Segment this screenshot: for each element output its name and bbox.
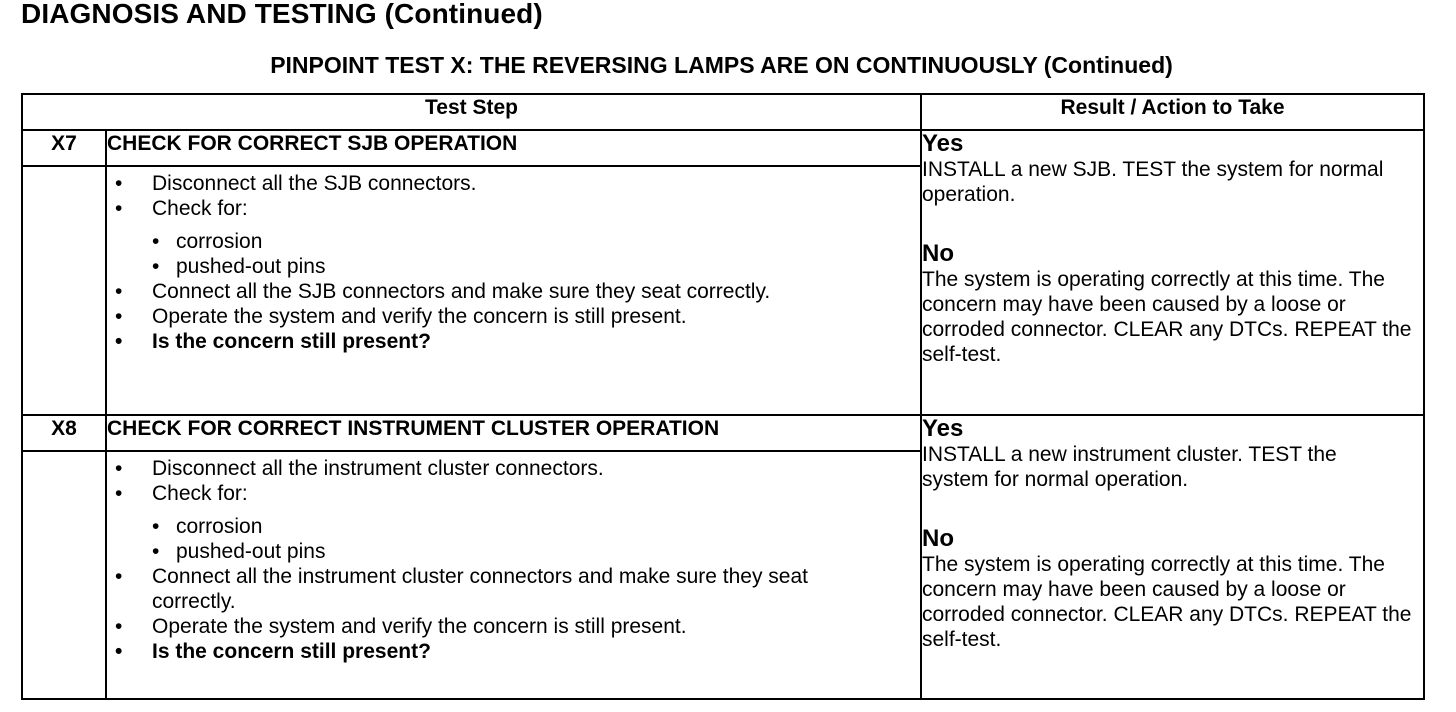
action-item: • Check for: • corrosion • pushed-out pins	[115, 481, 920, 564]
action-item: • Connect all the SJB connectors and make sure they seat correctly.	[115, 280, 771, 303]
result-action-header: Result / Action to Take	[921, 94, 1424, 130]
sub-item: • pushed-out pins	[152, 540, 326, 563]
test-step-header: Test Step	[22, 94, 921, 130]
step-title-row	[22, 415, 1424, 451]
step-id: X8	[22, 415, 106, 451]
sub-item: • corrosion	[152, 515, 263, 538]
result-yes-label: Yes	[922, 415, 964, 442]
step-id: X7	[22, 130, 106, 166]
action-item: • Check for: • corrosion • pushed-out pins	[115, 196, 920, 279]
pinpoint-test-title: PINPOINT TEST X: THE REVERSING LAMPS ARE ON CONTINUOUSLY (Continued)	[270, 52, 1173, 78]
result-cell	[921, 415, 1424, 699]
action-item: • Is the concern still present?	[115, 640, 431, 663]
sub-item: • corrosion	[152, 230, 263, 253]
result-no-label: No	[922, 525, 954, 552]
step-title-row	[22, 130, 1424, 166]
step-actions	[106, 451, 921, 699]
pinpoint-test-table	[21, 93, 1425, 700]
sub-item: • pushed-out pins	[152, 255, 326, 278]
action-item: • Disconnect all the SJB connectors.	[115, 172, 477, 195]
result-no-text: The system is operating correctly at this time. The concern may have been caused by a loose or corroded connector. CLEAR any DTCs. REPEAT the self-test.	[922, 268, 1412, 366]
result-no-label: No	[922, 240, 954, 267]
step-actions	[106, 166, 921, 415]
step-title: CHECK FOR CORRECT SJB OPERATION	[106, 130, 921, 166]
action-item: • Disconnect all the instrument cluster connectors.	[115, 457, 604, 480]
step-title: CHECK FOR CORRECT INSTRUMENT CLUSTER OPERATION	[106, 415, 921, 451]
page-title: DIAGNOSIS AND TESTING (Continued)	[21, 0, 543, 29]
table-header-row	[22, 94, 1424, 130]
action-item: • Connect all the instrument cluster connectors and make sure they seat correctly.	[115, 565, 809, 613]
action-item: • Is the concern still present?	[115, 330, 431, 353]
result-yes-label: Yes	[922, 130, 964, 157]
result-no-text: The system is operating correctly at this time. The concern may have been caused by a loose or corroded connector. CLEAR any DTCs. REPEAT the self-test.	[922, 553, 1412, 651]
action-item: • Operate the system and verify the concern is still present.	[115, 615, 687, 638]
result-yes-text: INSTALL a new instrument cluster. TEST the system for normal operation.	[922, 443, 1337, 491]
step-id-spacer	[22, 451, 106, 699]
result-yes-text: INSTALL a new SJB. TEST the system for normal operation.	[922, 158, 1384, 206]
action-item: • Operate the system and verify the concern is still present.	[115, 305, 687, 328]
step-id-spacer	[22, 166, 106, 415]
result-cell	[921, 130, 1424, 415]
